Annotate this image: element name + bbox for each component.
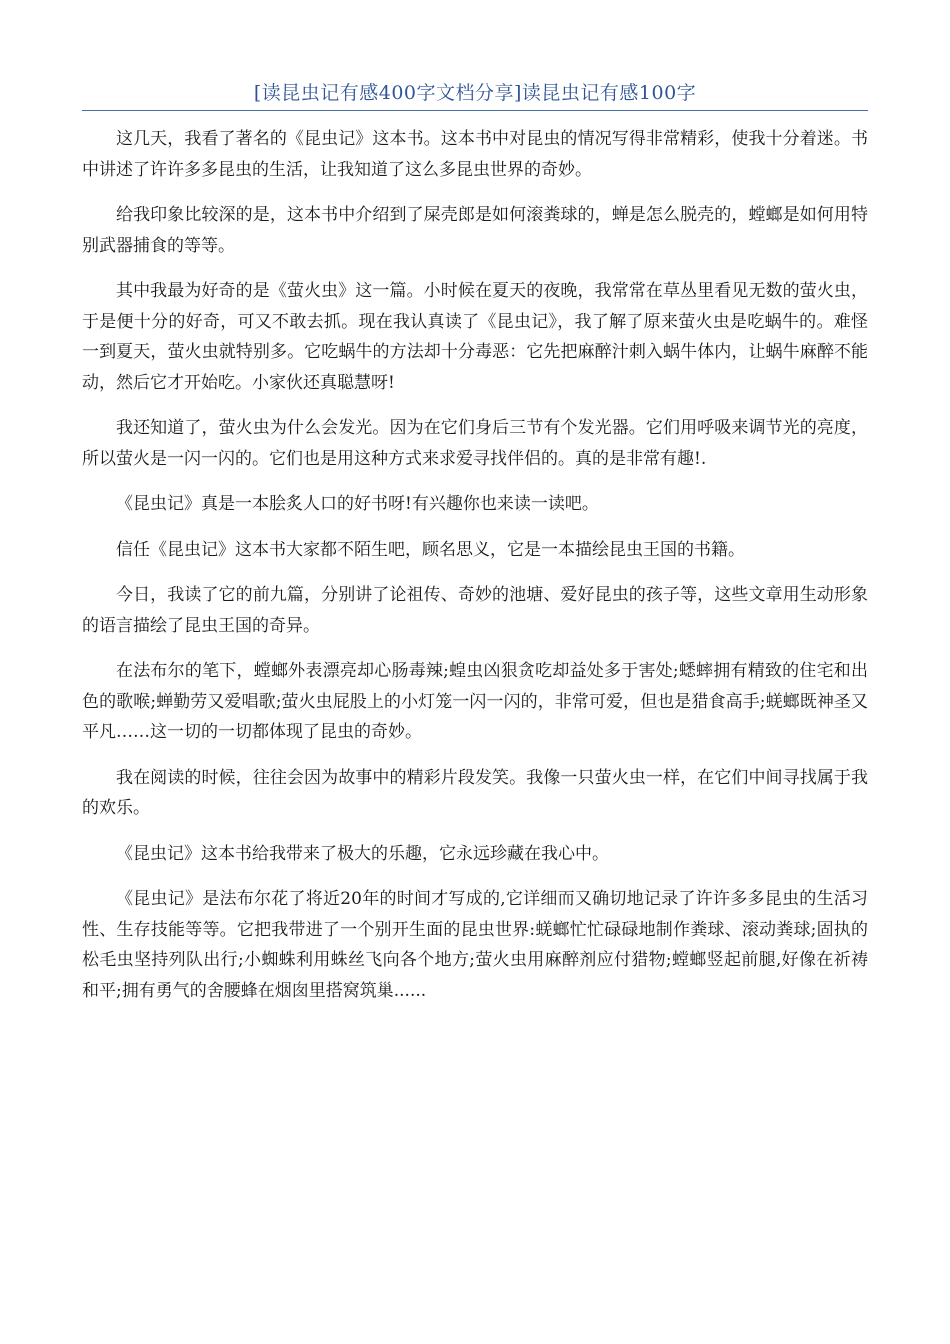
document-title: [读昆虫记有感400字文档分享]读昆虫记有感100字: [253, 82, 697, 104]
document-body: [82, 124, 868, 1021]
paragraph: 信任《昆虫记》这本书大家都不陌生吧，顾名思义，它是一本描绘昆虫王国的书籍。: [116, 539, 745, 560]
paragraph: 我还知道了，萤火虫为什么会发光。因为在它们身后三节有个发光器。它们用呼吸来调节光的亮度，所以萤火是一闪一闪的。它们也是用这种方式来求爱寻找伴侣的。真的是非常有趣!.: [82, 418, 868, 469]
paragraph: 《昆虫记》是法布尔花了将近20年的时间才写成的,它详细而又确切地记录了许许多多昆虫的生活习性、生存技能等等。它把我带进了一个别开生面的昆虫世界:蜣螂忙忙碌碌地制作粪球、滚动粪球;固执的松毛虫坚持列队出行;小蜘蛛利用蛛丝飞向各个地方;萤火虫用麻醉剂应付猎物;螳螂竖起前腿,好像在祈祷和平;拥有勇气的舍腰蜂在烟囱里搭窝筑巢......: [82, 889, 868, 1001]
paragraph: 《昆虫记》这本书给我带来了极大的乐趣，它永远珍藏在我心中。: [116, 843, 609, 864]
document-header: [82, 80, 868, 111]
paragraph: 其中我最为好奇的是《萤火虫》这一篇。小时候在夏天的夜晚，我常常在草丛里看见无数的萤火虫，于是便十分的好奇，可又不敢去抓。现在我认真读了《昆虫记》，我了解了原来萤火虫是吃蜗牛的。难怪一到夏天，萤火虫就特别多。它吃蜗牛的方法却十分毒恶：它先把麻醉汁刺入蜗牛体内，让蜗牛麻醉不能动，然后它才开始吃。小家伙还真聪慧呀!: [82, 281, 868, 393]
paragraph: 这几天，我看了著名的《昆虫记》这本书。这本书中对昆虫的情况写得非常精彩，使我十分着迷。书中讲述了许许多多昆虫的生活，让我知道了这么多昆虫世界的奇妙。: [82, 129, 868, 180]
paragraph: 在法布尔的笔下，螳螂外表漂亮却心肠毒辣;蝗虫凶狠贪吃却益处多于害处;蟋蟀拥有精致的住宅和出色的歌喉;蝉勤劳又爱唱歌;萤火虫屁股上的小灯笼一闪一闪的，非常可爱，但也是猎食高手;蜣螂既神圣又平凡……这一切的一切都体现了昆虫的奇妙。: [82, 661, 868, 742]
paragraph: 我在阅读的时候，往往会因为故事中的精彩片段发笑。我像一只萤火虫一样，在它们中间寻找属于我的欢乐。: [82, 767, 868, 818]
paragraph: 今日，我读了它的前九篇，分别讲了论祖传、奇妙的池塘、爱好昆虫的孩子等，这些文章用生动形象的语言描绘了昆虫王国的奇异。: [82, 585, 868, 636]
paragraph: 给我印象比较深的是，这本书中介绍到了屎壳郎是如何滚粪球的，蝉是怎么脱壳的，螳螂是如何用特别武器捕食的等等。: [82, 205, 868, 256]
paragraph: 《昆虫记》真是一本脍炙人口的好书呀!有兴趣你也来读一读吧。: [116, 494, 599, 514]
